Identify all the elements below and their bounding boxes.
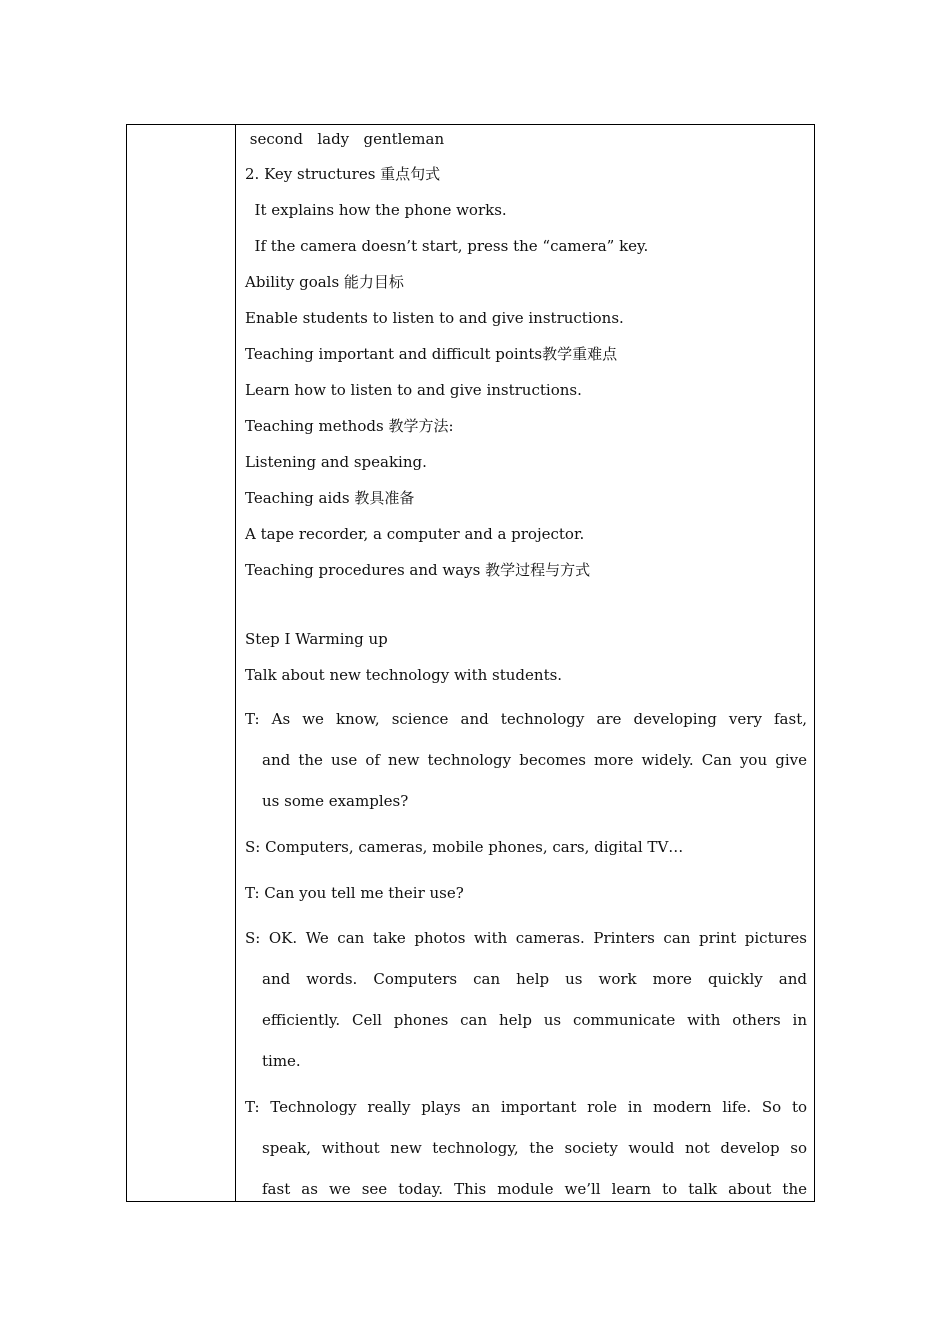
vocabulary-line: second lady gentleman	[245, 130, 445, 148]
dialogue-line: efficiently. Cell phones can help us communicate with others in	[262, 1011, 807, 1029]
dialogue-line: us some examples?	[262, 792, 409, 810]
column-divider	[235, 125, 236, 1201]
step-one-heading: Step I Warming up	[245, 630, 388, 648]
teaching-aids-heading: Teaching aids 教具准备	[245, 489, 415, 507]
dialogue-line: T: As we know, science and technology are developing very fast,	[245, 710, 807, 728]
ability-goals-heading: Ability goals 能力目标	[245, 273, 404, 291]
dialogue-line: fast as we see today. This module we’ll learn to talk about the	[262, 1180, 807, 1198]
lesson-table	[126, 124, 815, 1202]
dialogue-line: T: Can you tell me their use?	[245, 884, 464, 902]
difficult-points-heading: Teaching important and difficult points教学重难点	[245, 345, 618, 363]
difficult-points-text: Learn how to listen to and give instructions.	[245, 381, 582, 399]
dialogue-teacher-3	[245, 1087, 807, 1210]
dialogue-line: T: Technology really plays an important role in modern life. So to	[245, 1098, 807, 1116]
dialogue-line: S: OK. We can take photos with cameras. Printers can print pictures	[245, 929, 807, 947]
dialogue-student-1	[245, 827, 807, 868]
step-one-text: Talk about new technology with students.	[245, 666, 563, 684]
teaching-methods-text: Listening and speaking.	[245, 453, 427, 471]
teaching-methods-heading: Teaching methods 教学方法:	[245, 417, 454, 435]
dialogue-line: and words. Computers can help us work more quickly and	[262, 970, 807, 988]
dialogue-teacher-2	[245, 873, 807, 914]
dialogue-teacher-1	[245, 699, 807, 822]
key-structures-heading: 2. Key structures 重点句式	[245, 165, 441, 183]
dialogue-student-2	[245, 918, 807, 1082]
dialogue-line: speak, without new technology, the society would not develop so	[262, 1139, 807, 1157]
structure-example-2: If the camera doesn’t start, press the “camera” key.	[245, 237, 649, 255]
teaching-procedures-heading: Teaching procedures and ways 教学过程与方式	[245, 561, 591, 579]
ability-goals-text: Enable students to listen to and give instructions.	[245, 309, 624, 327]
structure-example-1: It explains how the phone works.	[245, 201, 507, 219]
dialogue-line: S: Computers, cameras, mobile phones, cars, digital TV…	[245, 838, 684, 856]
dialogue-line: and the use of new technology becomes more widely. Can you give	[262, 751, 807, 769]
teaching-aids-text: A tape recorder, a computer and a projector.	[245, 525, 585, 543]
dialogue-line: time.	[262, 1052, 301, 1070]
